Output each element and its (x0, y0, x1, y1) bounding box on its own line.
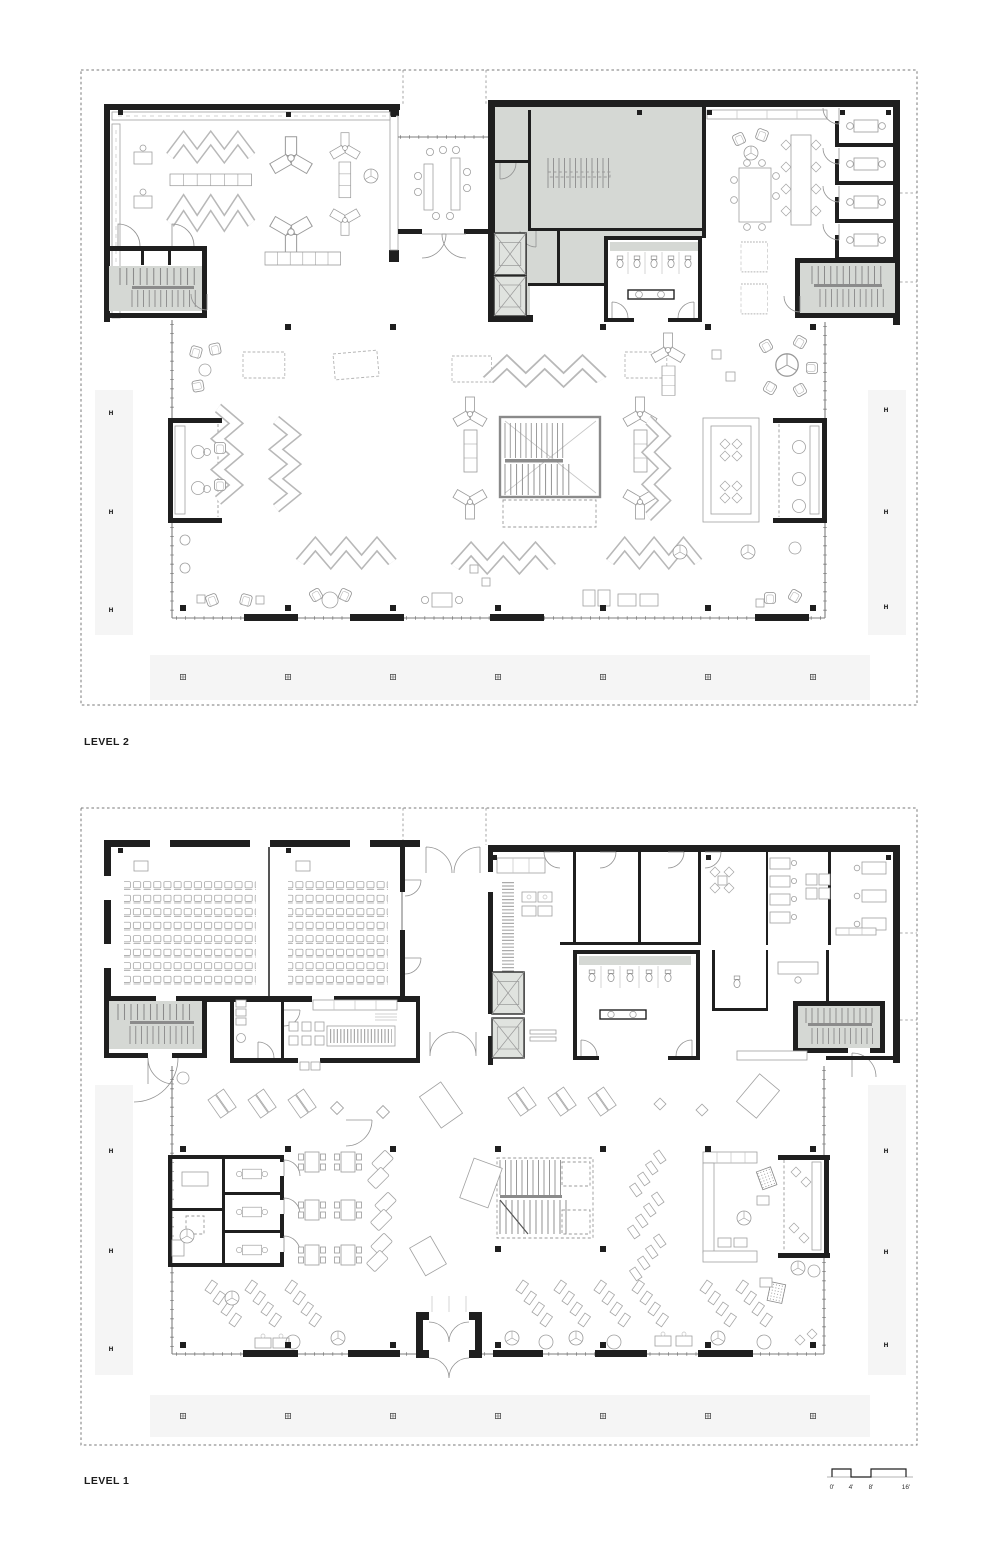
column-marker: H (108, 607, 114, 614)
column-marker: H (883, 509, 889, 516)
scale-tick-8: 8' (868, 1484, 874, 1491)
column-marker: H (883, 604, 889, 611)
level2-floor-furniture (180, 333, 818, 608)
column-marker: H (108, 509, 114, 516)
elevator (494, 233, 526, 275)
level2-label: LEVEL 2 (84, 736, 130, 748)
level1-auditorium (104, 840, 421, 1003)
projector (296, 861, 310, 871)
copier (172, 1240, 184, 1256)
level1-floor-furniture (177, 1072, 820, 1349)
level1-restrooms (573, 950, 700, 1060)
level1-central-stair (497, 1158, 593, 1238)
level1-upper-right-block (488, 845, 900, 1077)
column-marker: H (883, 1148, 889, 1155)
central-stair-atrium (500, 417, 600, 527)
elevator (492, 1018, 524, 1058)
elevator (492, 972, 524, 1014)
column-marker: H (108, 1148, 114, 1155)
grid-band-left (95, 390, 133, 635)
column-marker: H (108, 1248, 114, 1255)
level2-study-rooms (823, 108, 900, 262)
level1-right-stair-tower (793, 1001, 885, 1077)
scale-tick-16: 16' (901, 1484, 911, 1491)
level2-right-stair-tower (784, 258, 900, 318)
level1-servery (230, 996, 420, 1070)
door-arc (172, 224, 194, 246)
window-nook-right (778, 1155, 830, 1258)
service-desk (703, 1152, 757, 1262)
bookshelf-ring (703, 418, 759, 522)
door-arc (118, 224, 140, 246)
bookshelf-wall (390, 116, 398, 250)
furniture-desks (134, 133, 378, 265)
furniture-tag-strip (836, 928, 876, 935)
level2-restrooms (604, 236, 702, 322)
elevator (494, 276, 526, 316)
grid-band-bottom (150, 655, 870, 700)
column-marker: H (883, 1342, 889, 1349)
column-marker: H (108, 410, 114, 417)
level1-label: LEVEL 1 (84, 1475, 130, 1487)
scale-tick-0: 0' (829, 1484, 835, 1491)
level2-upper-right-block (488, 100, 900, 325)
scale-tick-4: 4' (848, 1484, 854, 1491)
scale-bar (827, 1469, 913, 1491)
projector (134, 861, 148, 871)
level2-connector-room (398, 137, 488, 258)
sink-island (628, 290, 674, 299)
column-marker: H (108, 1346, 114, 1353)
column-marker: H (883, 407, 889, 414)
column-marker: H (883, 1249, 889, 1256)
window-nook-right (773, 418, 827, 523)
bench (737, 1051, 807, 1060)
level1-lobby (426, 847, 480, 1056)
seating-rows (288, 880, 388, 988)
seating-rows (124, 880, 256, 988)
meeting-table (414, 146, 470, 219)
entrance-vestibule (416, 1296, 482, 1378)
level2-sheet (81, 70, 917, 748)
level1-sheet (81, 808, 917, 1491)
